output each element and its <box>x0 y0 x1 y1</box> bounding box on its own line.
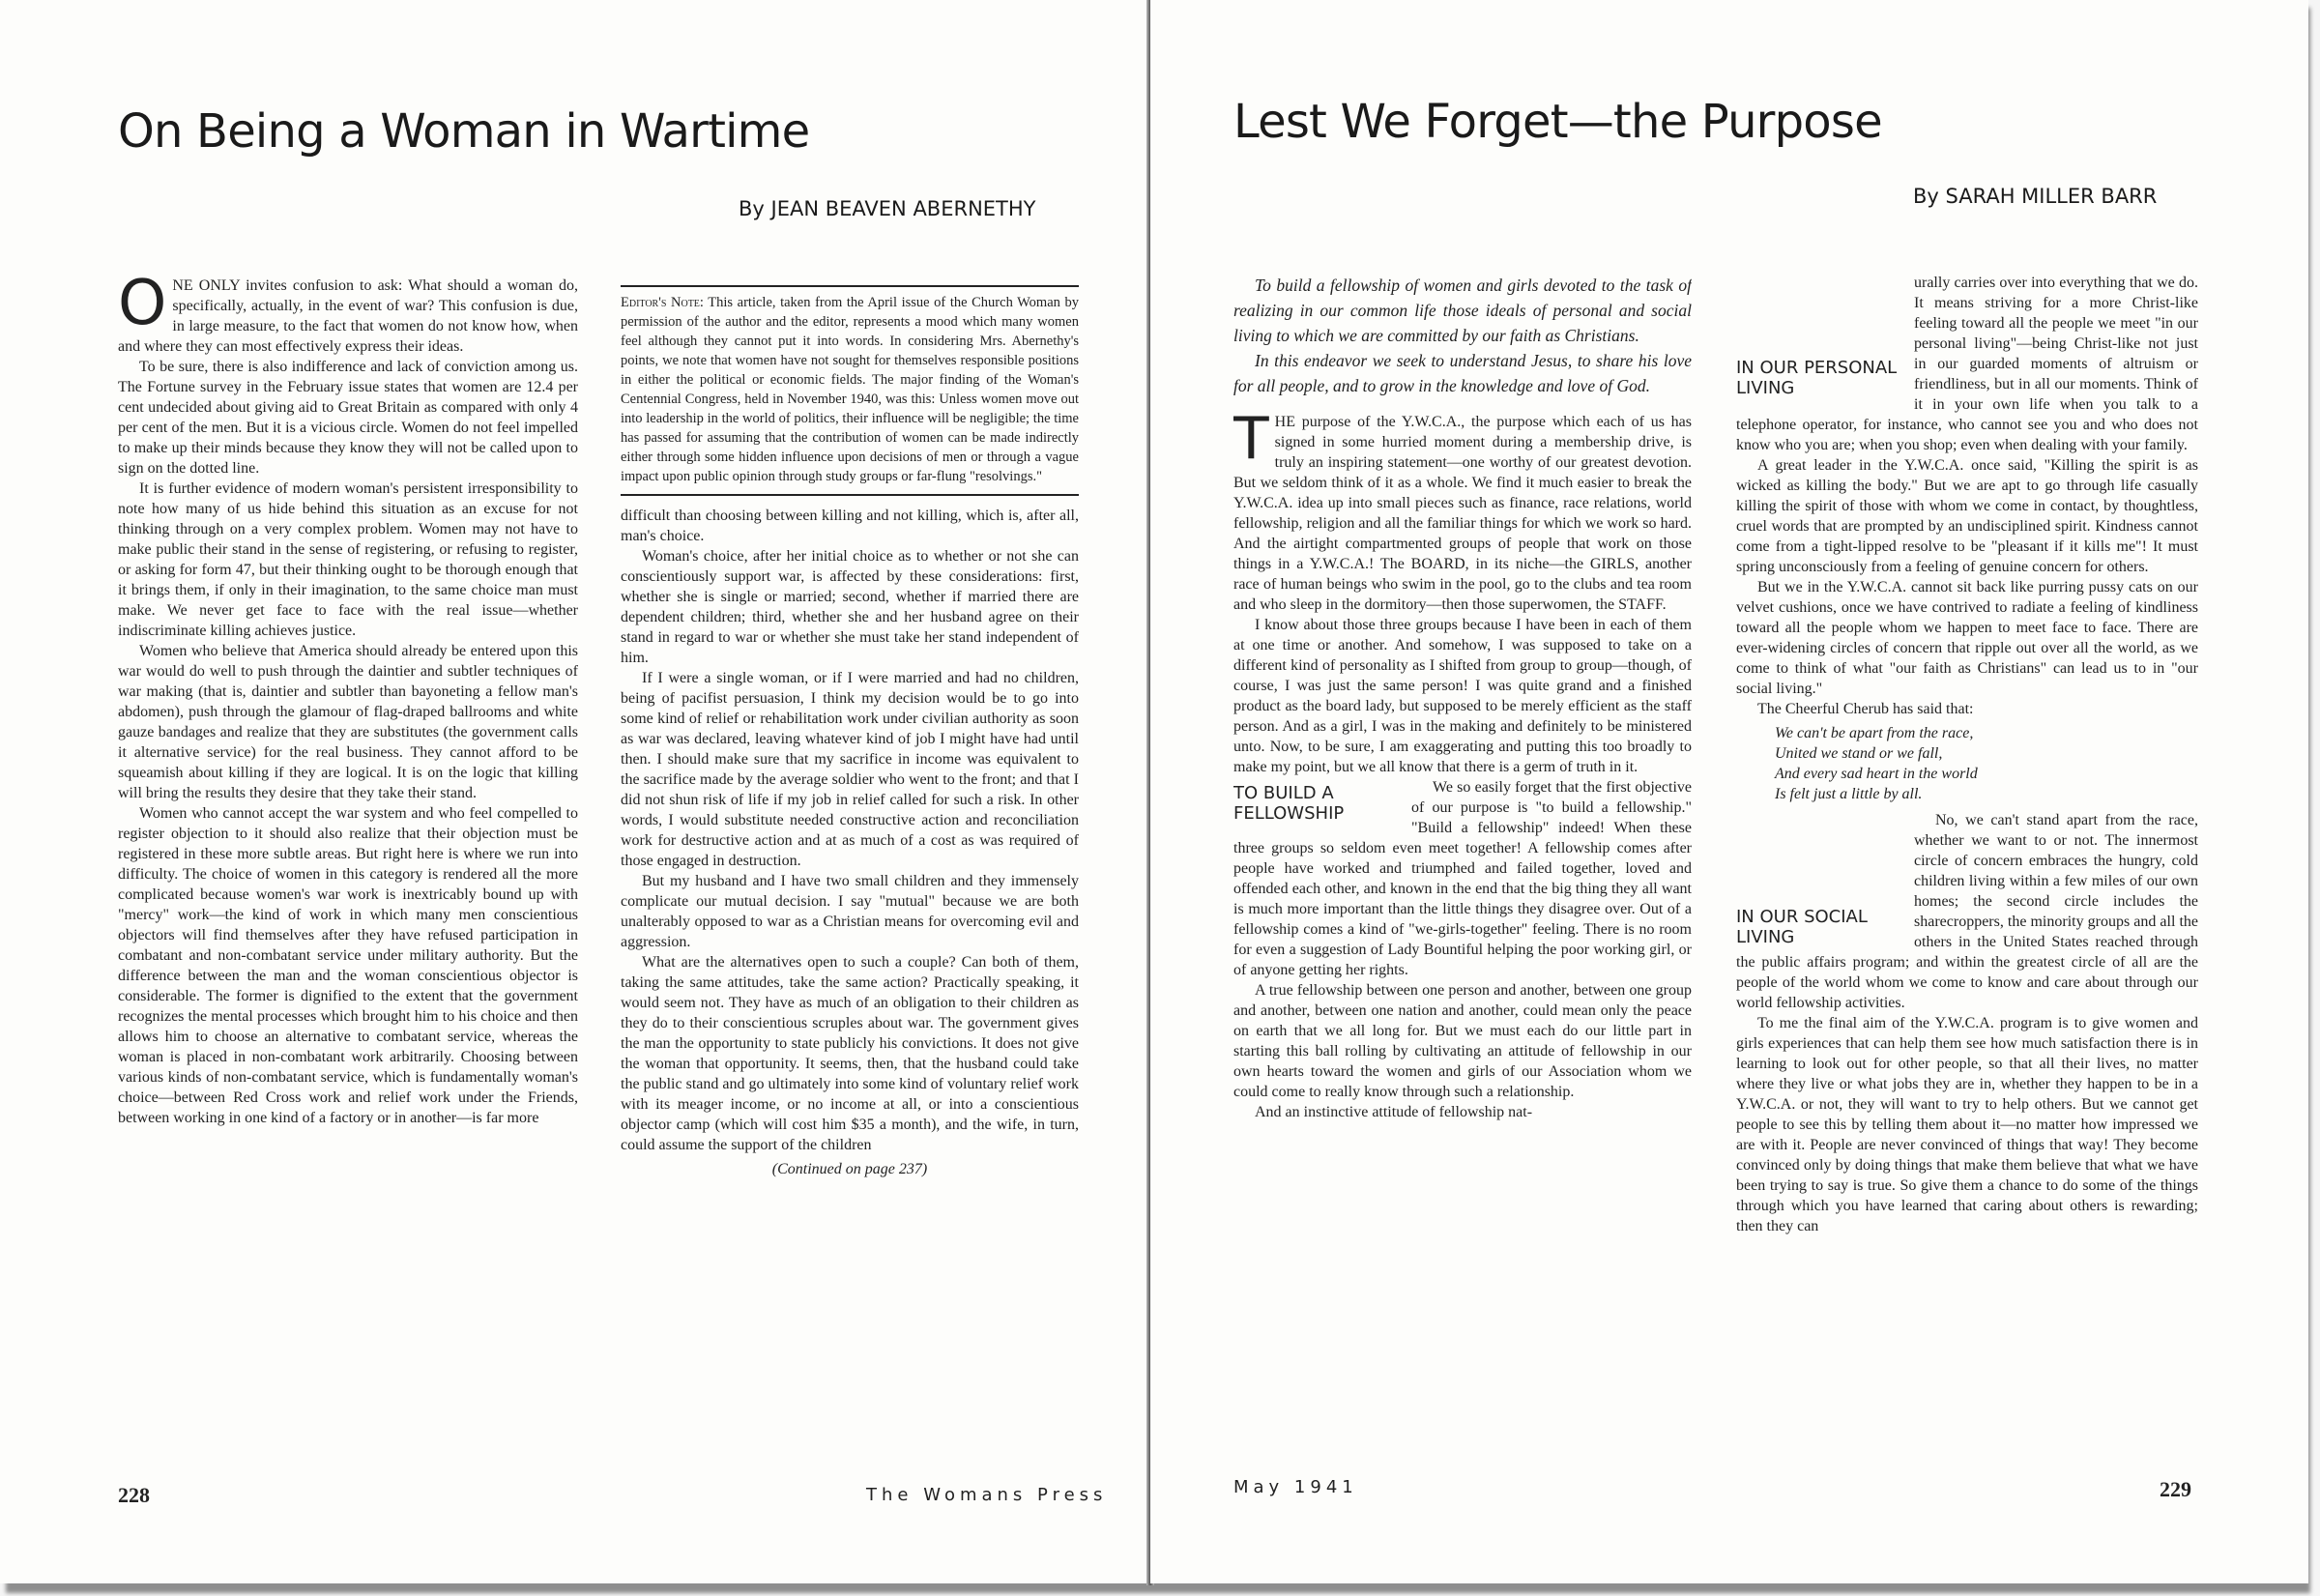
purpose-statement: To build a fellowship of women and girls devoted to the task of realizing in our common life those ideals of personal and social living to which we are committed by our faith as Christians. <box>1233 276 1692 345</box>
poem-line: We can't be apart from the race, <box>1775 725 1974 741</box>
paragraph: It is further evidence of modern woman's persistent irresponsibility to note how many of us hide behind this situation as an excuse for not thinking through on a very complex problem. Women may not have to make public their stand in the sense of registering, or refusing to register, or asking for form 47, but their thinking ought to be thorough enough that it brings them, if only in their imagination, to the same choice man must make. We never get face to face with the real issue—whether indiscriminate killing achieves justice. <box>118 480 578 639</box>
editors-note <box>621 285 1079 496</box>
paragraph: I know about those three groups because I have been in each of them at one time or another. And somehow, I was supposed to take on a different kind of personality as I shifted from group to group—though, of course, I was just the same person! I was quite grand and a finished product as the board lady, but supposed to be merely efficient as the staff person. And as a girl, I was in the making and definitely to be ministered unto. Now, to be sure, I am exaggerating and putting this too broadly to make my point, but we all know that there is a germ of truth in it. <box>1233 617 1692 775</box>
drop-cap: T <box>1233 405 1269 473</box>
right-column-1 <box>1233 273 1692 1457</box>
paragraph: But my husband and I have two small children and they immensely complicate our mutual decision. I say "mutual" because we are both unalterably opposed to war as a Christian means for overcoming evil and aggression. <box>621 873 1079 950</box>
right-column-2 <box>1736 273 2198 1457</box>
paragraph: No, we can't stand apart from the race, whether we want to or not. The innermost circle of concern embraces the hungry, cold children living within a few miles of our own homes; the second circle includes the sharecroppers, the minority groups and all the others in the United States reached through the public affairs program; and within the greatest circle of all are the people of the world whom we come to know and care about through our world fellowship activities. <box>1736 812 2198 1011</box>
editors-note-text: This article, taken from the April issue of the Church Woman by permission of the author and the editor, represents a mood which many women feel although they cannot put it into words. In considering Mrs. Abernethy's points, we note that women have not sought for themselves responsible positions in either the political or economic fields. The major finding of the Woman's Centennial Congress, held in November 1940, was this: Unless women move out into leadership in the world of politics, their influence will be negligible; the time has passed for assuming that the contribution of women can be made indirectly either through some hidden influence upon decisions of men or through a vague impact upon public opinion through study groups or far-flung "resolvings." <box>621 295 1079 484</box>
paragraph: And an instinctive attitude of fellowship nat- <box>1255 1104 1533 1120</box>
left-column-2 <box>621 285 1079 1455</box>
paragraph: The Cheerful Cherub has said that: <box>1757 701 1974 717</box>
paragraph: THE purpose of the Y.W.C.A., the purpose which each of us has signed in some hurried moment during a membership drive, is truly an inspiring statement—one worthy of our greatest devotion. But we seldom think of it as a whole. We find it much easier to break the Y.W.C.A. idea up into small pieces such as finance, race relations, world fellowship, religion and all the familiar things for which we work so hard. And the airtight compartmented groups of people that work on those things in a Y.W.C.A.! The BOARD, in its niche—the GIRLS, another race of human beings who swim in the pool, go to the clubs and tea room and who sleep in the dormitory—then those superwomen, the STAFF. <box>1233 405 1692 613</box>
paragraph: difficult than choosing between killing and not killing, which is, after all, man's choice. <box>621 508 1079 544</box>
paragraph: A great leader in the Y.W.C.A. once said, "Killing the spirit is as wicked as killing the body." But we are apt to go through life casually killing the spirit of those with whom we come in contact, by thoughtless, cruel words that are prompted by an undisciplined spirit. Kindness cannot come from a tight-lipped resolve to be "pleasant if it kills me"! It must spring unconsciously from a feeling of genuine concern for others. <box>1736 457 2198 575</box>
magazine-name: The Womans Press <box>866 1485 1108 1505</box>
paragraph: What are the alternatives open to such a couple? Can both of them, taking the same attitudes, take the same action? Practically speaking, it would seem not. They have as much of an obligation to their children as they do to their conscientious scruples about war. The government gives the man the opportunity to state publicly his convictions. It does not give the woman that opportunity. It seems, then, that the husband could take the public stand and go ultimately into some kind of voluntary relief work with its meager income, or no income at all, or into a conscientious objector camp (which will cost him $35 a month), and the wife, in turn, could assume the support of the children <box>621 954 1079 1153</box>
drop-cap: O <box>118 276 167 339</box>
paragraph: We so easily forget that the first objective of our purpose is "to build a fellowship." "Build a fellowship" indeed! When these three groups so seldom even meet together! A fellowship comes after people have worked and triumphed and failed together, loved and offended each other, and known in the end that the big thing they all want is much more important than the little things they disagree over. Out of a fellowship comes a kind of "we-girls-together" feeling. There is no room for even a suggestion of Lady Bountiful helping the poor working girl, or of anyone getting her rights. <box>1233 779 1692 978</box>
purpose-statement: In this endeavor we seek to understand Jesus, to share his love for all people, and to grow in the knowledge and love of God. <box>1233 351 1692 395</box>
paragraph: Women who cannot accept the war system and who feel compelled to register objection to it should also realize that their objection must be registered in these more subtle areas. But right here is where we run into difficulty. The choice of women in this category is rendered all the more complicated because women's war work is inextricably bound up with "mercy" work—the kind of work in which many men conscientious objectors will find themselves after they have refused participation in combatant and non-combatant service under military authority. But the difference between the man and the woman conscientious objector is considerable. The former is dignified to the extent that the government recognizes the mental processes which brought him to his choice and then allows him to choose an alternative to combatant service, whereas the woman is placed in non-combatant work arbitrarily. Choosing between various kinds of non-combatant service, which is fundamentally woman's choice—between Red Cross work and relief work under the Friends, between working in one kind of a factory or in another—is far more <box>118 805 578 1126</box>
issue-date: May 1941 <box>1233 1477 1358 1497</box>
side-heading: IN OUR SOCIAL LIVING <box>1736 907 1868 947</box>
side-heading: IN OUR PERSONAL LIVING <box>1736 358 1898 398</box>
continued-note: (Continued on page 237) <box>771 1161 928 1177</box>
paragraph: A true fellowship between one person and another, between one group and another, between one nation and another, could mean only the peace on earth that we all long for. But we must each do our little part in starting this ball rolling by cultivating an attitude of fellowship in our own hearts toward the women and girls of our Association whom we could come to really know through such a relationship. <box>1233 982 1692 1100</box>
paragraph: Woman's choice, after her initial choice as to whether or not she can conscientiously support war, is affected by these considerations: first, whether she is single or married; second, whether if married there are dependent children; third, whether she and her husband agree on their stand in regard to war or whether she must take her stand independent of him. <box>621 548 1079 666</box>
article-title: Lest We Forget—the Purpose <box>1233 95 1882 149</box>
paragraph: To be sure, there is also indifference and lack of conviction among us. The Fortune survey in the February issue states that women are 12.4 per cent undecided about giving aid to Great Britain as compared with only 4 per cent of the men. But it is a vicious circle. Women do not feel impelled to make up their minds because they know they will not be called upon to sign on the dotted line. <box>118 359 578 477</box>
article-title: On Being a Woman in Wartime <box>118 104 810 159</box>
left-page <box>0 0 1148 1583</box>
paragraph: If I were a single woman, or if I were married and had no children, being of pacifist persuasion, I think my decision would be to go into some kind of relief or rehabilitation work under civilian authority as soon as war was declared, leaving whatever kind of job I might have had until then. I should make sure that my sacrifice in income was equivalent to the sacrifice made by the average soldier who went to the front; and that I did not shun risk of life if my job in relief called for such a risk. In other words, I would substitute needed constructive action and reconciliation work for destructive action and at as much of a cost as was required of those engaged in destruction. <box>621 670 1079 869</box>
left-column-1 <box>118 276 578 1450</box>
poem-line: And every sad heart in the world <box>1775 766 1978 782</box>
side-heading: TO BUILD A FELLOWSHIP <box>1233 783 1345 824</box>
page-number: 228 <box>118 1483 150 1507</box>
page-number: 229 <box>2160 1477 2191 1501</box>
poem <box>1736 723 2198 804</box>
paragraph: To me the final aim of the Y.W.C.A. program is to give women and girls experiences that can help them see how much satisfaction there is in learning to look out for other people, so that all their lives, no matter where they live or what jobs they are in, whether they happen to be in a Y.W.C.A. or not, they will want to try to help others. But we cannot get people to see this by telling them about it—no matter how impressed we are with it. People are never convinced of things that way! They become convinced only by doing things that make them believe that what we have been trying to say is true. So give them a chance to do some of the things through which you have learned that caring about others is rewarding; then they can <box>1736 1015 2198 1234</box>
poem-line: Is felt just a little by all. <box>1775 786 1923 802</box>
paragraph: urally carries over into everything that we do. It means striving for a more Christ-like feeling toward all the people we meet "in our personal living"—being Christ-like not just in our guarded moments of altruism or friendliness, but in all our moments. Think of it in your own life when you talk to a telephone operator, for instance, who cannot see you and who does not know who you are; when you shop; even when dealing with your family. <box>1736 275 2198 453</box>
article-byline: By JEAN BEAVEN ABERNETHY <box>739 197 1036 220</box>
poem-line: United we stand or we fall, <box>1775 745 1943 762</box>
paragraph: Women who believe that America should already be entered upon this war would do well to push through the daintier and subtler techniques of war making (that is, daintier and subtler than bayoneting a fellow man's abdomen), push through the glamour of flag-draped ballrooms and white gauze bandages and realize that they are substitutes (the government calls it alternative service) for the real business. They cannot afford to be squeamish about killing if they are logical. It is on the logic that killing will bring the results they desire that they take their stand. <box>118 643 578 801</box>
right-page <box>1150 0 2308 1583</box>
editors-note-label: Editor's Note: <box>621 295 704 310</box>
article-byline: By SARAH MILLER BARR <box>1913 185 2158 208</box>
paragraph: But we in the Y.W.C.A. cannot sit back like purring pussy cats on our velvet cushions, once we have contrived to radiate a feeling of kindliness toward all the people whom we happen to meet face to face. There are ever-widening circles of concern that ripple out over all the world, as we come to think of what "our faith as Christians" can lead us to in "our social living." <box>1736 579 2198 697</box>
paragraph: ONE ONLY invites confusion to ask: What should a woman do, specifically, actually, in the event of war? This confusion is due, in large measure, to the fact that women do not know how, when and where they can most effectively express their ideas. <box>118 276 578 355</box>
